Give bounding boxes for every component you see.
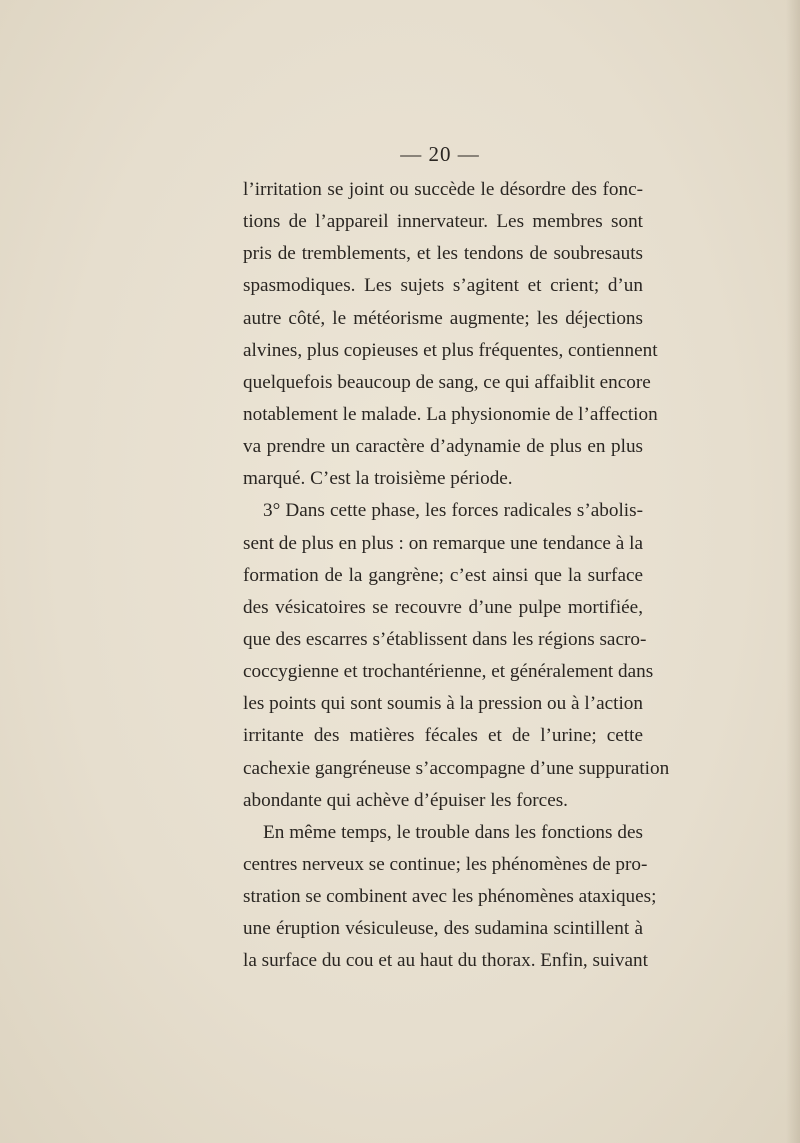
text-line: alvines, plus copieuses et plus fréquentes, contiennent — [243, 339, 658, 361]
text-line: En même temps, le trouble dans les fonctions des — [263, 821, 643, 843]
text-line: l’irritation se joint ou succède le désordre des fonc- — [243, 179, 643, 200]
page-number: — 20 — — [400, 142, 480, 166]
text-line: centres nerveux se continue; les phénomènes de pro- — [243, 853, 648, 875]
text-line: sent de plus en plus : on remarque une tendance à la — [243, 532, 643, 554]
text-line: marqué. C’est la troisième période. — [243, 468, 513, 490]
text-line: irritante des matières fécales et de l’urine; cette — [243, 725, 643, 747]
text-line: formation de la gangrène; c’est ainsi que la surface — [243, 564, 643, 586]
text-line: cachexie gangréneuse s’accompagne d’une suppuration — [243, 757, 670, 779]
page-edge-shadow — [786, 0, 800, 1143]
text-line: notablement le malade. La physionomie de l’affection — [243, 403, 658, 425]
text-line: abondante qui achève d’épuiser les forces. — [243, 789, 568, 811]
text-line: va prendre un caractère d’adynamie de plus en plus — [243, 436, 643, 458]
text-line: tions de l’appareil innervateur. Les membres sont — [243, 211, 643, 233]
text-line: pris de tremblements, et les tendons de soubresauts — [243, 243, 643, 265]
text-line: la surface du cou et au haut du thorax. Enfin, suivant — [243, 950, 648, 972]
text-line: 3° Dans cette phase, les forces radicales s’abolis- — [263, 500, 643, 522]
text-line: des vésicatoires se recouvre d’une pulpe mortifiée, — [243, 596, 643, 618]
text-line: une éruption vésiculeuse, des sudamina scintillent à — [243, 918, 643, 940]
text-line: spasmodiques. Les sujets s’agitent et crient; d’un — [243, 275, 643, 297]
body-text — [243, 174, 670, 978]
text-line: stration se combinent avec les phénomènes ataxiques; — [243, 886, 657, 908]
text-line: autre côté, le météorisme augmente; les déjections — [243, 307, 643, 329]
text-line: quelquefois beaucoup de sang, ce qui affaiblit encore — [243, 371, 651, 393]
text-line: coccygienne et trochantérienne, et généralement dans — [243, 661, 654, 683]
text-line: que des escarres s’établissent dans les régions sacro- — [243, 628, 647, 650]
text-line: les points qui sont soumis à la pression ou à l’action — [243, 693, 643, 715]
